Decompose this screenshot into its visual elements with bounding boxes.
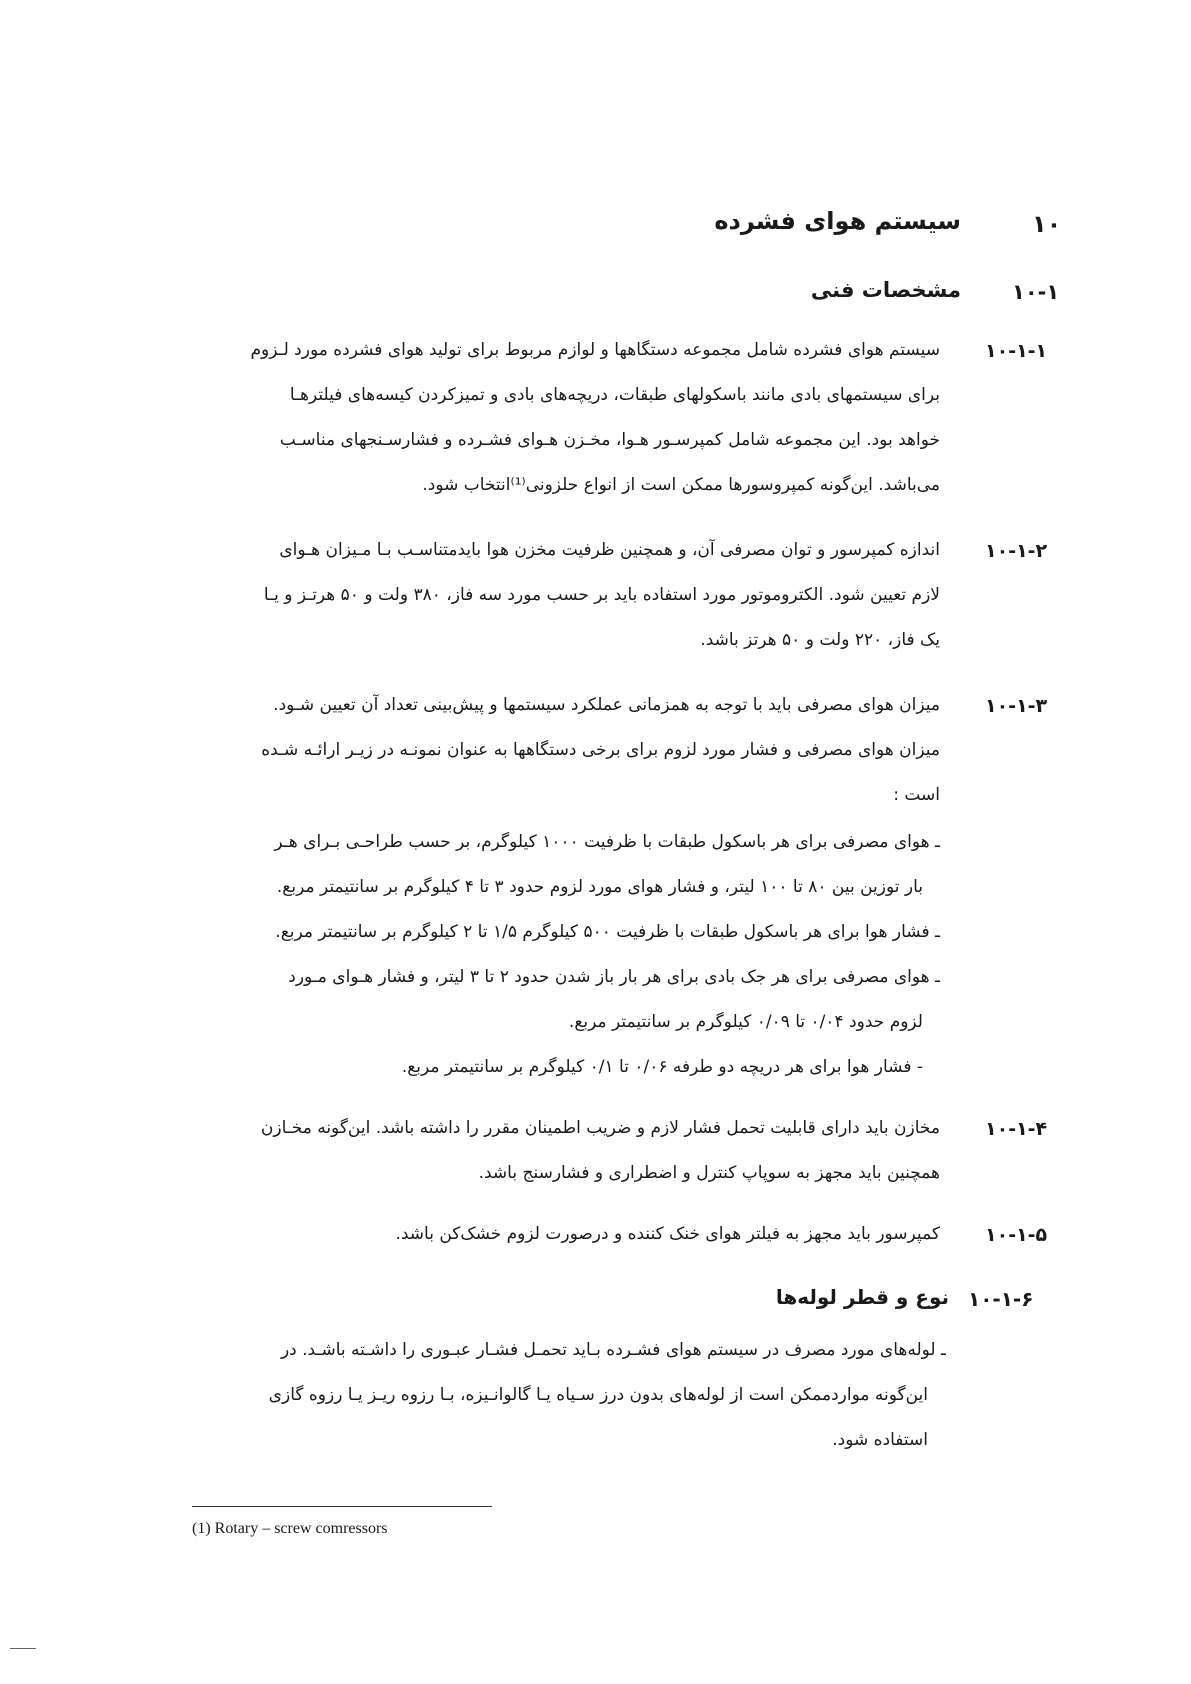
clause-number: ۱۰-۱-۴ — [985, 1118, 1048, 1140]
section-number: ۱۰-۱ — [1012, 280, 1060, 304]
paragraph-line: لازم تعیین شود. الکتروموتور مورد استفاده باید بر حسب مورد سه فاز، ۳۸۰ ولت و ۵۰ هرتـز و یـا — [263, 585, 940, 605]
clause-number: ۱۰-۱-۵ — [985, 1224, 1048, 1246]
clause-number: ۱۰-۱-۳ — [985, 695, 1048, 717]
bullet-continuation: بار توزین بین ۸۰ تا ۱۰۰ لیتر، و فشار هوای مورد لزوم حدود ۳ تا ۴ کیلوگرم بر سانتیمتر مربع. — [276, 877, 923, 897]
clause-number: ۱۰-۱-۶ — [968, 1287, 1034, 1311]
clause-paragraph — [200, 1328, 946, 1463]
section-title: مشخصات فنی — [810, 278, 961, 302]
paragraph-line: اندازه کمپرسور و توان مصرفی آن، و همچنین ظرفیت مخزن هوا بایدمتناسـب بـا مـیزان هـوای — [279, 540, 940, 560]
clause-paragraph — [200, 1106, 940, 1196]
paragraph-line: میزان هوای مصرفی و فشار مورد لزوم برای برخی دستگاهها به عنوان نمونـه در زیـر ارائـه شـده — [261, 740, 940, 760]
clause-number: ۱۰-۱-۲ — [985, 540, 1048, 562]
paragraph-line: این‌گونه مواردممکن است از لوله‌های بدون درز سـیاه یـا گالوانـیزه، بـا رزوه ریـز یـا رزوه گازی — [268, 1385, 928, 1405]
paragraph-line: همچنین باید مجهز به سوپاپ کنترل و اضطراری و فشارسنج باشد. — [478, 1163, 940, 1183]
bullet-item: ـ هوای مصرفی برای هر جک بادی برای هر بار باز شدن حدود ۲ تا ۳ لیتر، و فشار هـوای مـورد — [288, 967, 940, 987]
paragraph-line: سیستم هوای فشرده شامل مجموعه دستگاهها و لوازم مربوط برای تولید هوای فشرده مورد لـزوم — [250, 340, 940, 360]
paragraph-line: ـ لوله‌های مورد مصرف در سیستم هوای فشـرده بـاید تحمـل فشـار عبـوری را داشـته باشـد. در — [280, 1340, 946, 1360]
clause-paragraph — [200, 683, 940, 818]
bullet-item: - فشار هوا برای هر دریچه دو طرفه ۰/۰۶ تا ۰/۱ کیلوگرم بر سانتیمتر مربع. — [401, 1057, 923, 1077]
clause-number: ۱۰-۱-۱ — [985, 340, 1048, 362]
paragraph-line: استفاده شود. — [832, 1430, 928, 1450]
bullet-item: ـ فشار هوا برای هر باسکول طبقات با ظرفیت ۵۰۰ کیلوگرم ۱/۵ تا ۲ کیلوگرم بر سانتیمتر مربع. — [275, 922, 940, 942]
paragraph-line: می‌باشد. این‌گونه کمپروسورها ممکن است از انواع حلزونی⁽¹⁾انتخاب شود. — [422, 475, 940, 495]
margin-mark — [10, 1648, 36, 1649]
clause-paragraph — [200, 528, 940, 663]
paragraph-line: مخازن باید دارای قابلیت تحمل فشار لازم و ضریب اطمینان مقرر را داشته باشد. این‌گونه مخـازن — [260, 1118, 940, 1138]
paragraph-line: یک فاز، ۲۲۰ ولت و ۵۰ هرتز باشد. — [700, 630, 940, 650]
paragraph-line: میزان هوای مصرفی باید با توجه به همزمانی عملکرد سیستمها و پیش‌بینی تعداد آن تعیین شـود. — [273, 695, 940, 715]
chapter-number: ۱۰ — [1032, 210, 1062, 238]
clause-paragraph — [200, 1212, 940, 1257]
chapter-title: سیستم هوای فشرده — [714, 207, 961, 235]
paragraph-line: خواهد بود. این مجموعه شامل کمپرسـور هـوا، مخـزن هـوای فشـرده و فشارسـنجهای مناسـب — [279, 430, 940, 450]
paragraph-line: برای سیستمهای بادی مانند باسکولهای طبقات، دریچه‌های بادی و تمیزکردن کیسه‌های فیلترهـا — [289, 385, 940, 405]
footnote: (1) Rotary – screw comressors — [192, 1520, 388, 1537]
footnote-separator — [192, 1506, 492, 1507]
clause-title: نوع و قطر لوله‌ها — [775, 1285, 949, 1309]
bullet-continuation: لزوم حدود ۰/۰۴ تا ۰/۰۹ کیلوگرم بر سانتیمتر مربع. — [568, 1012, 923, 1032]
bullet-item: ـ هوای مصرفی برای هر باسکول طبقات با ظرفیت ۱۰۰۰ کیلوگرم، بر حسب طراحـی بـرای هـر — [274, 832, 940, 852]
paragraph-line: کمپرسور باید مجهز به فیلتر هوای خنک کننده و درصورت لزوم خشک‌کن باشد. — [395, 1224, 940, 1244]
clause-paragraph — [200, 328, 940, 508]
paragraph-line: است : — [893, 785, 940, 805]
